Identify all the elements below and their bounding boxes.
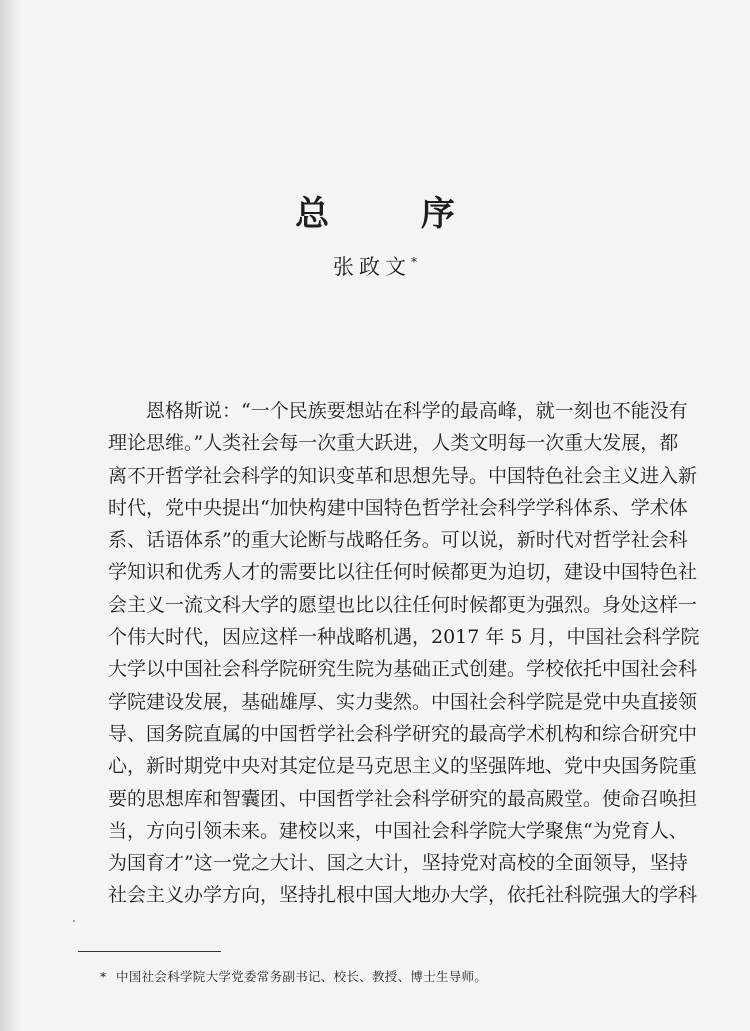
footnote — [100, 967, 487, 985]
body-line: 要的思想库和智囊团、中国哲学社会科学研究的最高殿堂。使命召唤担 — [108, 787, 698, 810]
body-line: 学知识和优秀人才的需要比以往任何时候都更为迫切，建设中国特色社 — [108, 561, 698, 584]
body-line: 大学以中国社会科学院研究生院为基础正式创建。学校依托中国社会科 — [108, 658, 698, 681]
author-name — [0, 251, 750, 281]
body-line: 会主义一流文科大学的愿望也比以往任何时候都更为强烈。身处这样一 — [108, 593, 698, 616]
scan-speck — [73, 920, 75, 922]
page-gutter-shadow — [0, 0, 22, 1031]
body-line: 系、话语体系”的重大论断与战略任务。可以说，新时代对哲学社会科 — [108, 529, 688, 552]
body-text — [108, 395, 700, 912]
page-title: 总 序 — [295, 194, 495, 234]
body-line: 离不开哲学社会科学的知识变革和思想先导。中国特色社会主义进入新 — [108, 464, 698, 487]
body-line: 学院建设发展，基础雄厚、实力斐然。中国社会科学院是党中央直接领 — [108, 690, 698, 713]
author-footnote-mark: * — [411, 255, 417, 269]
body-line: 恩格斯说：“一个民族要想站在科学的最高峰，就一刻也不能没有 — [146, 400, 688, 422]
body-line: 时代，党中央提出“加快构建中国特色哲学社会科学学科体系、学术体 — [108, 496, 688, 519]
body-line: 导、国务院直属的中国哲学社会科学研究的最高学术机构和综合研究中 — [108, 722, 698, 745]
body-line: 为国育才”这一党之大计、国之大计，坚持党对高校的全面领导，坚持 — [108, 852, 688, 875]
body-line: 心，新时期党中央对其定位是马克思主义的坚强阵地、党中央国务院重 — [108, 755, 698, 778]
body-line: 社会主义办学方向，坚持扎根中国大地办大学，依托社科院强大的学科 — [108, 884, 698, 907]
body-line: 个伟大时代，因应这样一种战略机遇，2017 年 5 月，中国社会科学院 — [108, 626, 700, 649]
footnote-text: 中国社会科学院大学党委常务副书记、校长、教授、博士生导师。 — [116, 969, 488, 984]
footnote-divider — [78, 951, 221, 952]
body-line: 理论思维。”人类社会每一次重大跃进，人类文明每一次重大发展，都 — [108, 432, 679, 455]
author-text: 张政文 — [333, 255, 411, 279]
body-line: 当，方向引领未来。建校以来，中国社会科学院大学聚焦“为党育人、 — [108, 819, 688, 842]
footnote-mark: * — [100, 969, 107, 984]
